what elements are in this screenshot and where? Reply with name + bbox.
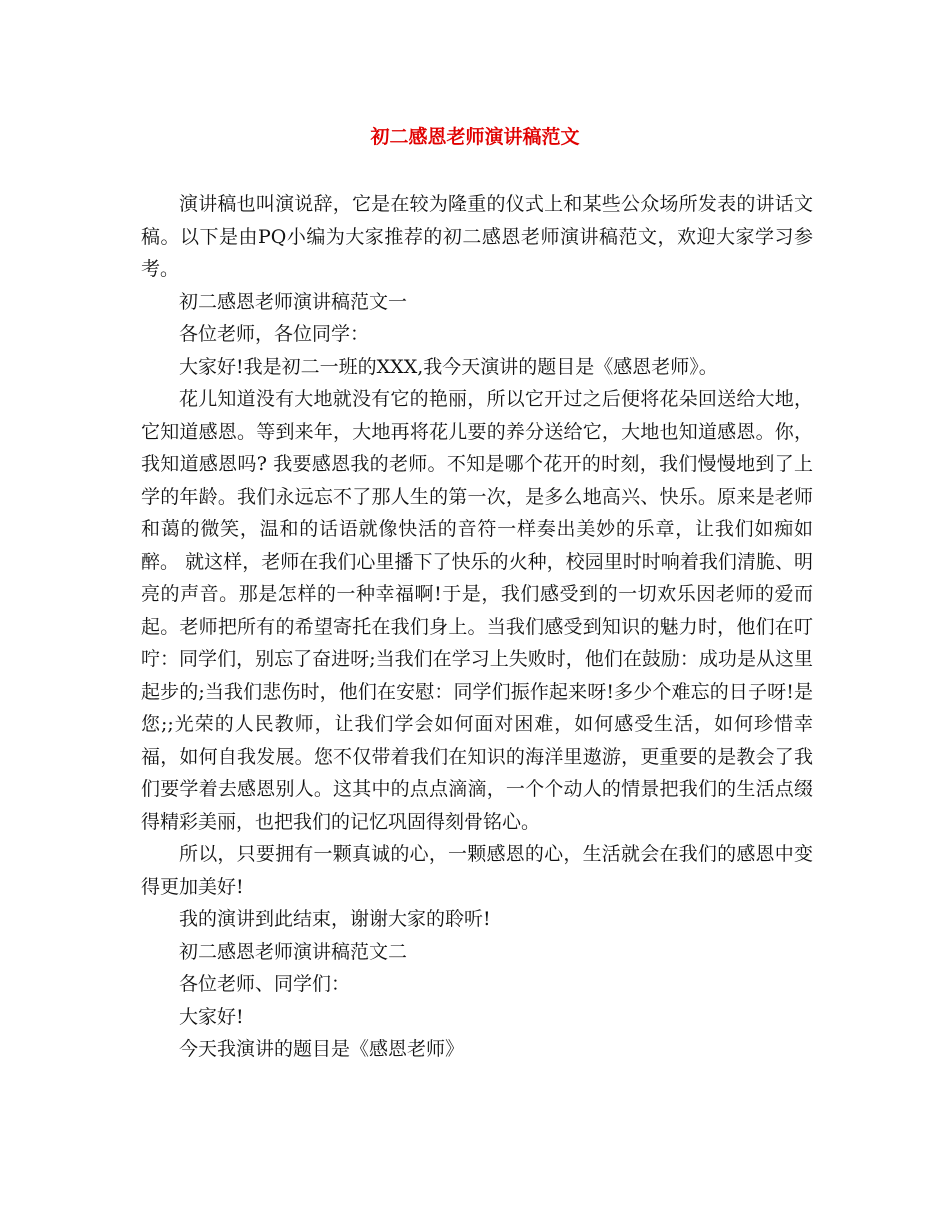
paragraph-salutation-two: 各位老师、同学们： bbox=[179, 973, 351, 995]
paragraph-intro: 演讲稿也叫演说辞，它是在较为隆重的仪式上和某些公众场所发表的讲话文稿。以下是由PQ小编为大家推荐的初二感恩老师演讲稿范文，欢迎大家学习参考。 bbox=[141, 193, 813, 280]
paragraph-main-body: 花儿知道没有大地就没有它的艳丽，所以它开过之后便将花朵回送给大地，它知道感恩。等到来年，大地再将花儿要的养分送给它，大地也知道感恩。你，我知道感恩吗? 我要感恩我的老师。不知是哪个花开的时刻，我们慢慢地到了上学的年龄。我们永远忘不了那人生的第一次，是多么地高兴、快乐。原来是老师和蔼的微笑，温和的话语就像快活的音符一样奏出美妙的乐章，让我们如痴如醉。 就这样，老师在我们心里播下了快乐的火种，校园里时时响着我们清脆、明亮的声音。那是怎样的一种幸福啊!于是，我们感受到的一切欢乐因老师的爱而起。老师把所有的希望寄托在我们身上。当我们感受到知识的魅力时，他们在叮咛：同学们，别忘了奋进呀;当我们在学习上失败时，他们在鼓励：成功是从这里起步的;当我们悲伤时，他们在安慰：同学们振作起来呀!多少个难忘的日子呀!是您;;光荣的人民教师，让我们学会如何面对困难，如何感受生活，如何珍惜幸福，如何自我发展。您不仅带着我们在知识的海洋里遨游，更重要的是教会了我们要学着去感恩别人。这其中的点点滴滴，一个个动人的情景把我们的生活点缀得精彩美丽，也把我们的记忆巩固得刻骨铭心。 bbox=[141, 388, 813, 833]
paragraph-section-two-heading: 初二感恩老师演讲稿范文二 bbox=[179, 940, 408, 963]
paragraph-greeting-two: 大家好! bbox=[179, 1005, 244, 1028]
paragraph-topic-two: 今天我演讲的题目是《感恩老师》 bbox=[179, 1038, 465, 1060]
paragraph-closing: 我的演讲到此结束，谢谢大家的聆听! bbox=[179, 908, 491, 930]
paragraph-conclusion: 所以，只要拥有一颗真诚的心，一颗感恩的心，生活就会在我们的感恩中变得更加美好! bbox=[141, 843, 813, 898]
paragraph-greeting-one: 大家好!我是初二一班的XXX,我今天演讲的题目是《感恩老师》。 bbox=[179, 355, 718, 378]
paragraph-salutation-one: 各位老师，各位同学： bbox=[179, 323, 370, 345]
document-title: 初二感恩老师演讲稿范文 bbox=[370, 126, 580, 148]
paragraph-section-one-heading: 初二感恩老师演讲稿范文一 bbox=[179, 290, 408, 313]
document-body bbox=[141, 188, 813, 1066]
